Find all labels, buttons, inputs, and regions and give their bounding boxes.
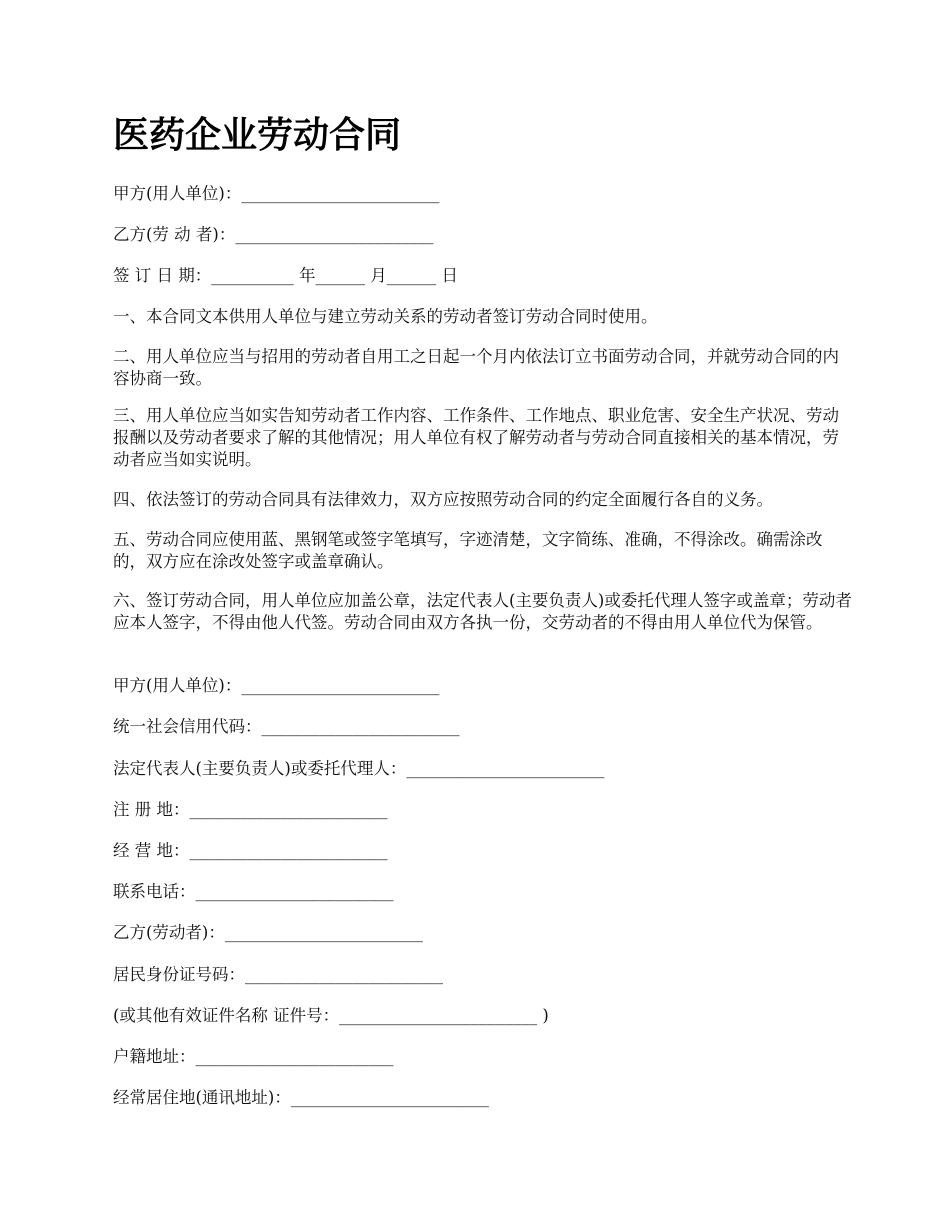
field-registered-address: 注 册 地：________________________ bbox=[113, 800, 388, 819]
note-paragraph-4: 四、依法签订的劳动合同具有法律效力，双方应按照劳动合同的约定全面履行各自的义务。 bbox=[113, 490, 773, 509]
field-party-a: 甲方(用人单位)：________________________ bbox=[113, 676, 440, 695]
field-residence-address: 经常居住地(通讯地址)：________________________ bbox=[113, 1088, 489, 1107]
header-line-party-b: 乙方(劳 动 者)：________________________ bbox=[113, 225, 434, 244]
field-party-b: 乙方(劳动者)：________________________ bbox=[113, 923, 423, 942]
header-line-party-a: 甲方(用人单位)：________________________ bbox=[113, 184, 440, 203]
field-household-address: 户籍地址：________________________ bbox=[113, 1047, 394, 1066]
field-legal-representative: 法定代表人(主要负责人)或委托代理人：________________________ bbox=[113, 759, 605, 778]
field-other-id: (或其他有效证件名称 证件号：________________________ ) bbox=[113, 1006, 549, 1025]
note-paragraph-5: 五、劳动合同应使用蓝、黑钢笔或签字笔填写，字迹清楚，文字简练、准确，不得涂改。确需涂改的，双方应在涂改处签字或盖章确认。 bbox=[113, 530, 823, 571]
note-paragraph-6: 六、签订劳动合同，用人单位应加盖公章，法定代表人(主要负责人)或委托代理人签字或盖章；劳动者应本人签字，不得由他人代签。劳动合同由双方各执一份，交劳动者的不得由用人单位代为保管。 bbox=[113, 591, 852, 632]
note-paragraph-1: 一、本合同文本供用人单位与建立劳动关系的劳动者签订劳动合同时使用。 bbox=[113, 307, 658, 326]
field-phone: 联系电话：________________________ bbox=[113, 882, 394, 901]
field-id-number: 居民身份证号码：________________________ bbox=[113, 965, 443, 984]
document-title: 医药企业劳动合同 bbox=[113, 114, 402, 156]
field-business-address: 经 营 地：________________________ bbox=[113, 841, 388, 860]
note-paragraph-2: 二、用人单位应当与招用的劳动者自用工之日起一个月内依法订立书面劳动合同，并就劳动合同的内容协商一致。 bbox=[113, 347, 839, 388]
header-line-sign-date: 签 订 日 期：__________ 年______ 月______ 日 bbox=[113, 266, 458, 285]
note-paragraph-3: 三、用人单位应当如实告知劳动者工作内容、工作条件、工作地点、职业危害、安全生产状况、劳动报酬以及劳动者要求了解的其他情况；用人单位有权了解劳动者与劳动合同直接相关的基本情况，劳动者应当如实说明。 bbox=[113, 406, 839, 469]
field-credit-code: 统一社会信用代码：________________________ bbox=[113, 717, 460, 736]
